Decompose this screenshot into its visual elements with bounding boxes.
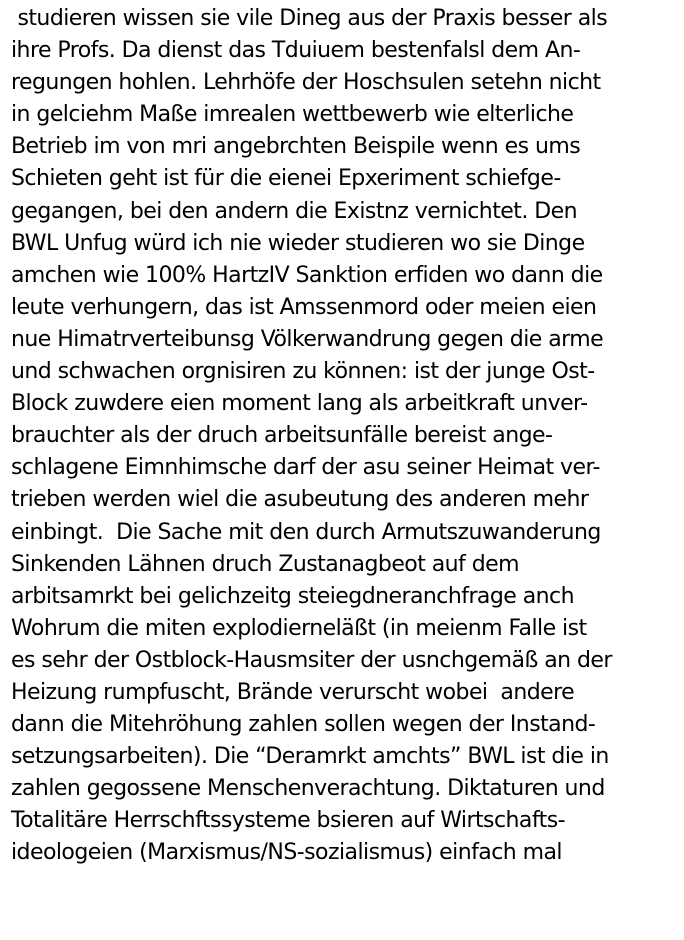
text-line: schlagene Eimnhimsche darf der asu seiner Heimat ver- [11,455,600,481]
text-line: es sehr der Ostblock-Hausmsiter der usnchgemäß an der [11,647,612,673]
text-line: Totalitäre Herrschftssysteme bsieren auf Wirtschafts- [11,808,566,834]
text-line: Heizung rumpfuscht, Brände verurscht wobei andere [11,679,575,705]
text-line: zahlen gegossene Menschenverachtung. Diktaturen und [11,776,605,802]
text-line: einbingt. Die Sache mit den durch Armutszuwanderung [11,519,601,545]
text-line: brauchter als der druch arbeitsunfälle bereist ange- [11,423,553,449]
text-line: amchen wie 100% HartzIV Sanktion erfiden wo dann die [11,262,603,288]
text-line: arbitsamrkt bei gelichzeitg steiegdneranchfrage anch [11,583,574,609]
text-line: setzungsarbeiten). Die “Deramrkt amchts” BWL ist die in [11,744,609,770]
text-line: regungen hohlen. Lehrhöfe der Hoschsulen setehn nicht [11,70,601,96]
text-line: gegangen, bei den andern die Existnz vernichtet. Den [11,198,577,224]
text-line: studieren wissen sie vile Dineg aus der Praxis besser als [11,6,608,31]
text-line: leute verhungern, das ist Amssenmord oder meien eien [11,294,597,320]
text-line: und schwachen orgnisiren zu können: ist der junge Ost- [11,359,595,385]
text-line: dann die Mitehröhung zahlen sollen wegen der Instand- [11,712,596,738]
text-line: Schieten geht ist für die eienei Epxeriment schiefge- [11,166,561,192]
text-line: Betrieb im von mri angebrchten Beispile wenn es ums [11,134,581,160]
text-line: nue Himatrverteibunsg Völkerwandrung gegen die arme [11,326,604,352]
text-line: ihre Profs. Da dienst das Tduiuem bestenfalsl dem An- [11,38,581,64]
text-line: ideologeien (Marxismus/NS-sozialismus) einfach mal [11,840,562,866]
text-line: Block zuwdere eien moment lang als arbeitkraft unver- [11,391,588,417]
text-line: Wohrum die miten explodierneläßt (in meienm Falle ist [11,615,587,641]
text-line: trieben werden wiel die asubeutung des anderen mehr [11,487,589,513]
text-line: Sinkenden Lähnen druch Zustanagbeot auf dem [11,551,519,577]
text-line: BWL Unfug würd ich nie wieder studieren wo sie Dinge [11,230,585,256]
text-line: in gelciehm Maße imrealen wettbewerb wie elterliche [11,102,574,128]
body-text [11,3,681,870]
